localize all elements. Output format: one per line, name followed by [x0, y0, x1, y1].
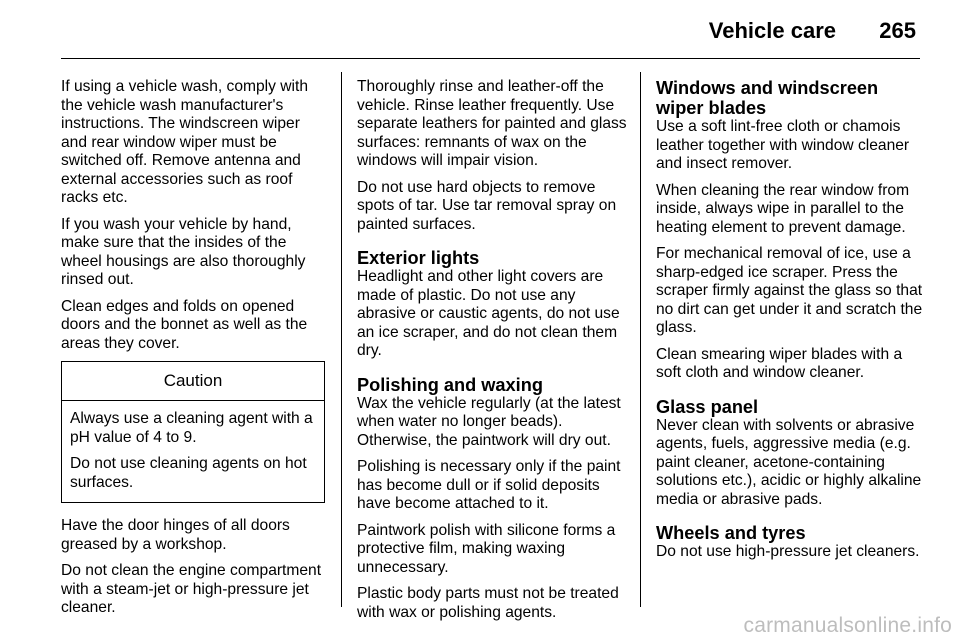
paragraph: Thoroughly rinse and leather-off the vehicle. Rinse leather frequently. Use separate leathers for painted and glass surfaces: remnants of wax on the windows will impair vision.: [357, 78, 627, 169]
column-1: [61, 78, 325, 626]
caution-body: [62, 401, 324, 502]
watermark: carmanualsonline.info: [743, 614, 952, 637]
paragraph: Never clean with solvents or abrasive agents, fuels, aggressive media (e.g. paint cleaner, acetone-containing solutions etc.), acidic or highly alkaline media or abrasive pads.: [656, 416, 922, 508]
caution-text: Always use a cleaning agent with a pH value of 4 to 9.: [70, 410, 313, 446]
running-title: Vehicle care: [708, 18, 836, 43]
column-3: [656, 78, 924, 570]
paragraph: When cleaning the rear window from inside, always wipe in parallel to the heating element to prevent damage.: [656, 181, 910, 236]
caution-box: [61, 361, 325, 503]
paragraph: For mechanical removal of ice, use a sharp-edged ice scraper. Press the scraper firmly against the glass so that no dirt can get under it and scratch the glass.: [656, 245, 923, 336]
caution-title: Caution: [62, 362, 324, 401]
paragraph: Have the door hinges of all doors greased by a workshop.: [61, 517, 290, 553]
column-divider: [341, 72, 342, 607]
paragraph: Clean smearing wiper blades with a soft cloth and window cleaner.: [656, 345, 903, 381]
paragraph: Polishing is necessary only if the paint has become dull or if solid deposits have become attached to it.: [357, 458, 621, 512]
column-2: [357, 78, 627, 630]
section-heading-glass-panel: Glass panel: [656, 396, 759, 417]
caution-text: Do not use cleaning agents on hot surfaces.: [70, 455, 307, 491]
column-divider: [640, 72, 641, 607]
section-heading-exterior-lights: Exterior lights: [357, 248, 480, 268]
page-number: 265: [879, 18, 916, 43]
paragraph: Wax the vehicle regularly (at the latest when water no longer beads). Otherwise, the paintwork will dry out.: [357, 394, 621, 449]
paragraph: Plastic body parts must not be treated with wax or polishing agents.: [357, 585, 619, 621]
paragraph: If using a vehicle wash, comply with the vehicle wash manufacturer's instructions. The windscreen wiper and rear window wiper must be switched off. Remove antenna and external accessories such as roof racks etc.: [61, 78, 309, 206]
paragraph: If you wash your vehicle by hand, make sure that the insides of the wheel housings are also thoroughly rinsed out.: [61, 215, 306, 288]
paragraph: Do not use hard objects to remove spots of tar. Use tar removal spray on painted surfaces.: [357, 178, 617, 233]
paragraph: Headlight and other light covers are made of plastic. Do not use any abrasive or caustic agents, do not use an ice scraper, and do not clean them dry.: [357, 268, 620, 359]
paragraph: Do not use high-pressure jet cleaners.: [656, 543, 920, 560]
section-heading-polishing: Polishing and waxing: [357, 374, 543, 395]
paragraph: Clean edges and folds on opened doors and the bonnet as well as the areas they cover.: [61, 297, 308, 352]
section-heading-windows: Windows and windscreen wiper blades: [656, 78, 879, 118]
section-heading-wheels: Wheels and tyres: [656, 523, 806, 543]
page-header: [61, 0, 920, 59]
paragraph: Do not clean the engine compartment with a steam-jet or high-pressure jet cleaner.: [61, 562, 322, 616]
paragraph: Paintwork polish with silicone forms a protective film, making waxing unnecessary.: [357, 521, 616, 576]
paragraph: Use a soft lint-free cloth or chamois leather together with window cleaner and insect remover.: [656, 118, 910, 172]
